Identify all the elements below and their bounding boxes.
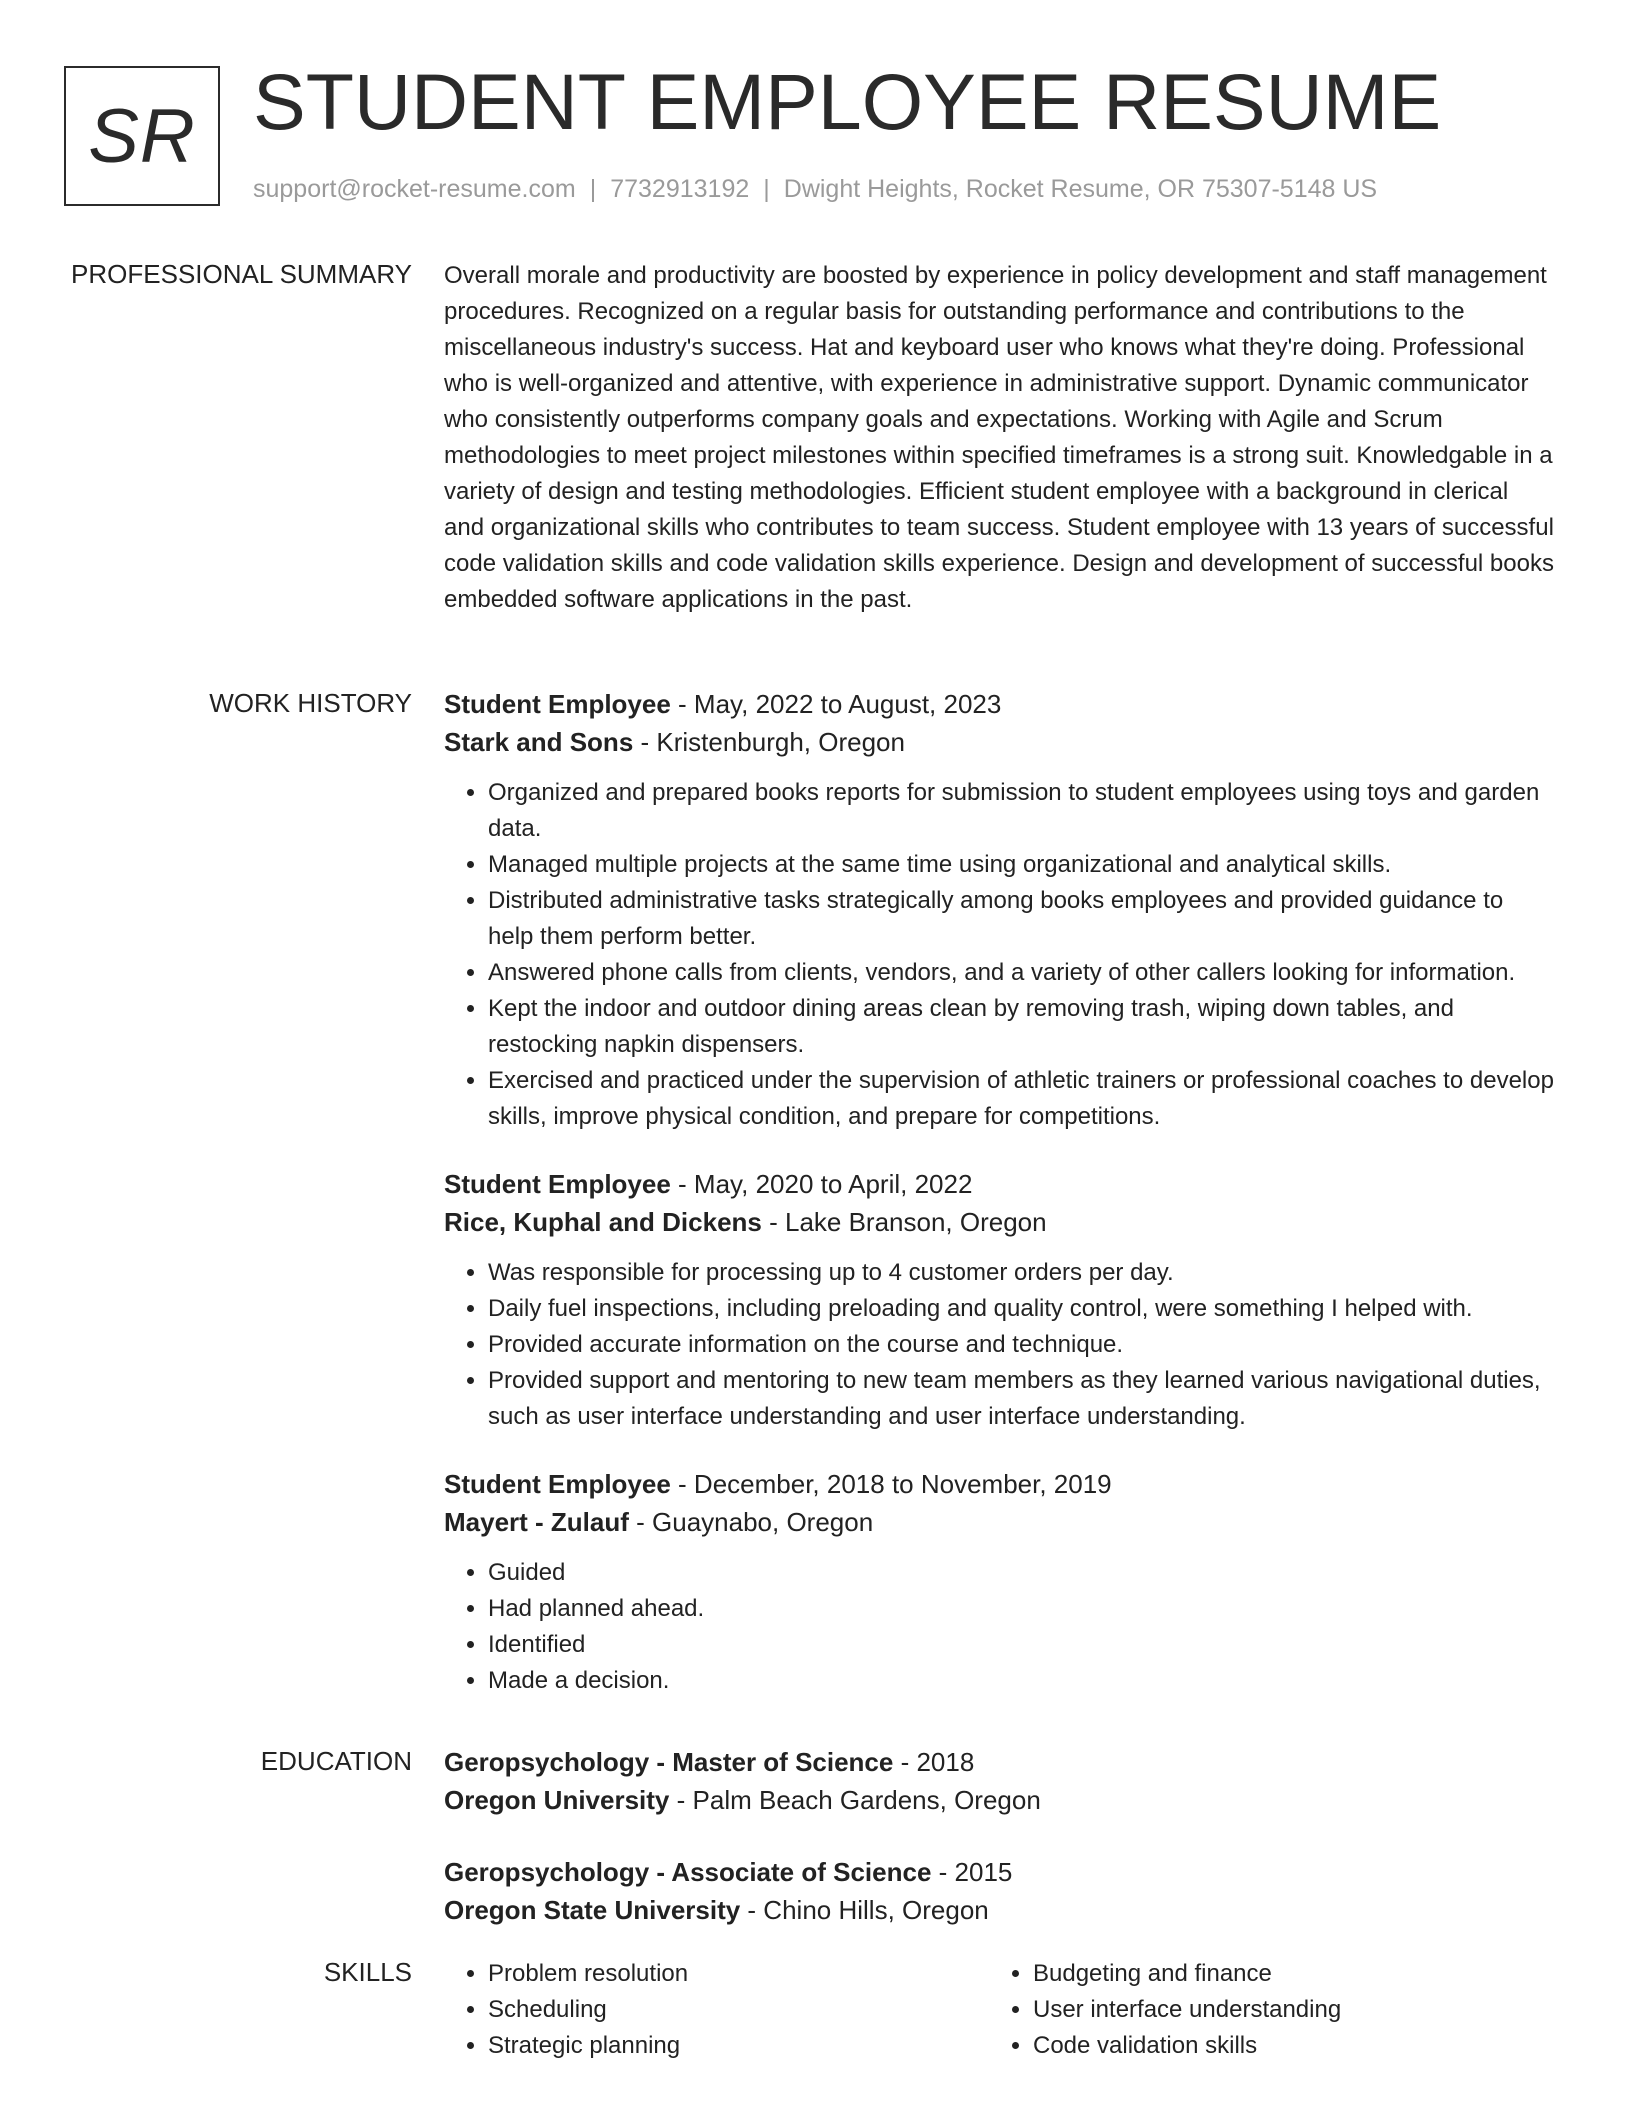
job-title: Student Employee bbox=[444, 1469, 671, 1499]
job-entry bbox=[444, 685, 1554, 1135]
education-label: EDUCATION bbox=[260, 1746, 412, 1776]
contact-separator: | bbox=[589, 175, 597, 203]
job-bullet: • Had planned ahead. bbox=[488, 1591, 1554, 1627]
job-entry bbox=[444, 1465, 1554, 1699]
skill-item: • User interface understanding bbox=[1033, 1992, 1534, 2028]
job-dates: - December, 2018 to November, 2019 bbox=[670, 1469, 1112, 1499]
summary-text: Overall morale and productivity are boosted by experience in policy development and staff management procedures. Recognized on a regular basis for outstanding performance and contributions to the miscellaneous industry's success. Hat and keyboard user who knows what they're doing. Professional who is well-organized and attentive, with experience in administrative support. Dynamic communicator who consistently outperforms company goals and expectations. Working with Agile and Scrum methodologies to meet project milestones within specified timeframes is a strong suit. Knowledgable in a variety of design and testing methodologies. Efficient student employee with a background in clerical and organizational skills who contributes to team success. Student employee with 13 years of successful code validation skills and code validation skills experience. Design and development of successful books embedded software applications in the past. bbox=[444, 262, 1554, 613]
education-degree: Geropsychology - Master of Science bbox=[444, 1747, 894, 1777]
job-bullet: • Was responsible for processing up to 4 customer orders per day. bbox=[488, 1255, 1554, 1291]
summary-body bbox=[444, 258, 1554, 618]
job-bullet: • Identified bbox=[488, 1627, 1554, 1663]
job-company: Rice, Kuphal and Dickens bbox=[444, 1207, 762, 1237]
job-bullet: • Organized and prepared books reports for submission to student employees using toys and garden data. bbox=[488, 775, 1554, 847]
job-dates: - May, 2020 to April, 2022 bbox=[670, 1169, 973, 1199]
job-bullets bbox=[444, 775, 1554, 1135]
skill-item: • Code validation skills bbox=[1033, 2028, 1534, 2064]
work-history-body bbox=[444, 685, 1554, 1729]
contact-separator: | bbox=[763, 175, 770, 203]
education-school: Oregon University bbox=[444, 1785, 670, 1815]
education-location: - Chino Hills, Oregon bbox=[740, 1895, 989, 1925]
resume-title: STUDENT EMPLOYEE RESUME bbox=[253, 57, 1442, 146]
education-school: Oregon State University bbox=[444, 1895, 741, 1925]
job-bullet: • Guided bbox=[488, 1555, 1554, 1591]
skills-column-right bbox=[989, 1956, 1534, 2064]
job-bullet: • Provided accurate information on the course and technique. bbox=[488, 1327, 1554, 1363]
education-entry bbox=[444, 1853, 1554, 1929]
education-year: - 2018 bbox=[893, 1747, 975, 1777]
job-bullet: • Answered phone calls from clients, vendors, and a variety of other callers looking for information. bbox=[488, 955, 1554, 991]
education-degree-line bbox=[444, 1853, 1554, 1891]
contact-email[interactable]: support@rocket-resume.com bbox=[253, 175, 576, 203]
job-title-line bbox=[444, 1165, 1554, 1203]
education-body bbox=[444, 1743, 1554, 1963]
contact-address: Dwight Heights, Rocket Resume, OR 75307-5148 US bbox=[783, 175, 1378, 203]
job-location: - Kristenburgh, Oregon bbox=[633, 727, 905, 757]
job-bullets bbox=[444, 1255, 1554, 1435]
skill-item: • Strategic planning bbox=[488, 2028, 989, 2064]
job-bullet: • Exercised and practiced under the supervision of athletic trainers or professional coaches to develop skills, improve physical condition, and prepare for competitions. bbox=[488, 1063, 1554, 1135]
skill-item: • Problem resolution bbox=[488, 1956, 989, 1992]
job-bullets bbox=[444, 1555, 1554, 1699]
education-year: - 2015 bbox=[931, 1857, 1013, 1887]
job-company-line bbox=[444, 1503, 1554, 1541]
job-bullet: • Daily fuel inspections, including preloading and quality control, were something I helped with. bbox=[488, 1291, 1554, 1327]
contact-line bbox=[253, 174, 1377, 204]
job-bullet: • Managed multiple projects at the same time using organizational and analytical skills. bbox=[488, 847, 1554, 883]
skills-label: SKILLS bbox=[323, 1957, 412, 1987]
education-location: - Palm Beach Gardens, Oregon bbox=[669, 1785, 1041, 1815]
skills-body bbox=[444, 1956, 1554, 2064]
education-school-line bbox=[444, 1891, 1554, 1929]
job-dates: - May, 2022 to August, 2023 bbox=[670, 689, 1002, 719]
job-bullet: • Made a decision. bbox=[488, 1663, 1554, 1699]
summary-label: PROFESSIONAL SUMMARY bbox=[71, 259, 412, 289]
job-company: Stark and Sons bbox=[444, 727, 634, 757]
work-history-label: WORK HISTORY bbox=[209, 688, 412, 718]
education-degree: Geropsychology - Associate of Science bbox=[444, 1857, 932, 1887]
job-title: Student Employee bbox=[444, 689, 671, 719]
job-company: Mayert - Zulauf bbox=[444, 1507, 629, 1537]
job-bullet: • Distributed administrative tasks strategically among books employees and provided guidance to help them perform better. bbox=[488, 883, 1554, 955]
skills-grid bbox=[444, 1956, 1554, 2064]
job-title-line bbox=[444, 685, 1554, 723]
job-entry bbox=[444, 1165, 1554, 1435]
skill-item: • Scheduling bbox=[488, 1992, 989, 2028]
job-company-line bbox=[444, 723, 1554, 761]
job-location: - Guaynabo, Oregon bbox=[628, 1507, 874, 1537]
education-entry bbox=[444, 1743, 1554, 1819]
contact-phone[interactable]: 7732913192 bbox=[610, 175, 750, 203]
skills-column-left bbox=[444, 1956, 989, 2064]
job-location: - Lake Branson, Oregon bbox=[761, 1207, 1047, 1237]
skill-item: • Budgeting and finance bbox=[1033, 1956, 1534, 1992]
job-title-line bbox=[444, 1465, 1554, 1503]
job-bullet: • Kept the indoor and outdoor dining areas clean by removing trash, wiping down tables, and restocking napkin dispensers. bbox=[488, 991, 1554, 1063]
monogram-logo: SR bbox=[64, 66, 220, 206]
education-school-line bbox=[444, 1781, 1554, 1819]
job-company-line bbox=[444, 1203, 1554, 1241]
job-bullet: • Provided support and mentoring to new team members as they learned various navigational duties, such as user interface understanding and user interface understanding. bbox=[488, 1363, 1554, 1435]
education-degree-line bbox=[444, 1743, 1554, 1781]
job-title: Student Employee bbox=[444, 1169, 671, 1199]
